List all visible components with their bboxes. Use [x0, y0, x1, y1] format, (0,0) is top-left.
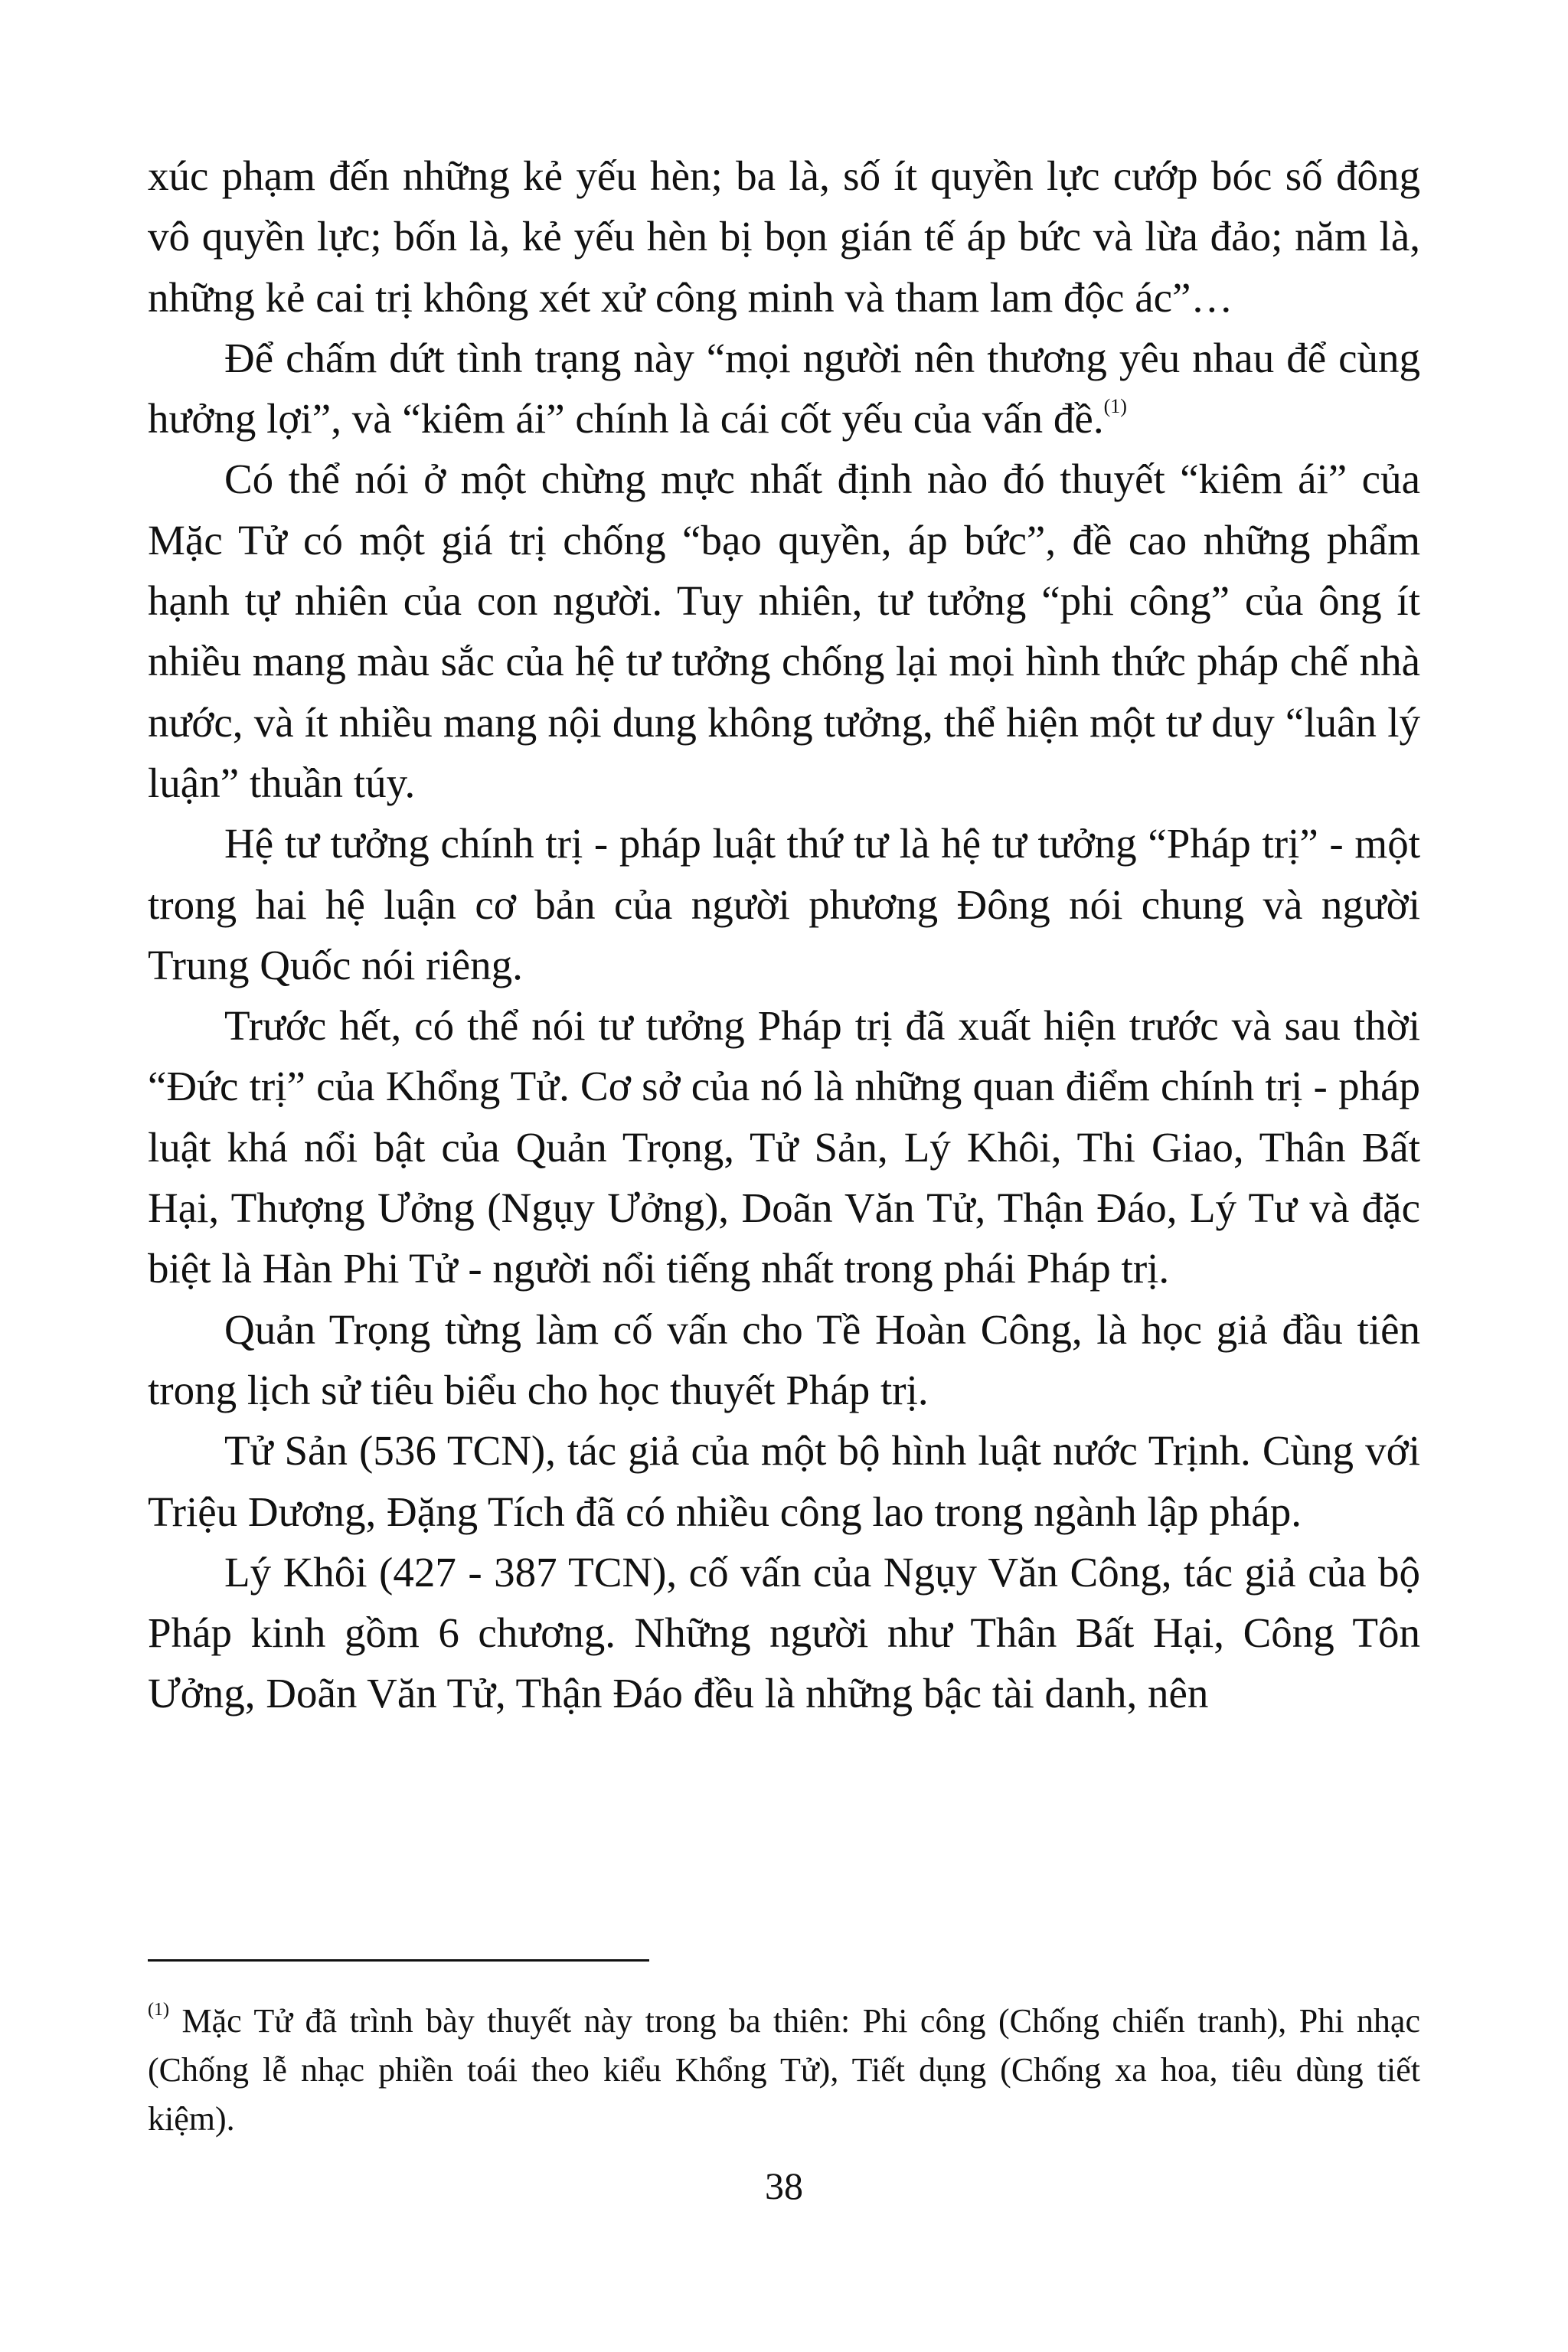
footnote-text: Mặc Tử đã trình bày thuyết này trong ba thiên: Phi công (Chống chiến tranh), Phi nhạc (Chống lễ nhạc phiền toái theo kiểu Khổng Tử), Tiết dụng (Chống xa hoa, tiêu dùng tiết kiệm).: [148, 2002, 1420, 2138]
paragraph-8: [148, 1542, 1420, 1724]
page-number: 38: [765, 2164, 803, 2207]
paragraph-7: [148, 1420, 1420, 1542]
paragraph-3-text: Có thể nói ở một chừng mực nhất định nào đó thuyết “kiêm ái” của Mặc Tử có một giá trị chống “bạo quyền, áp bức”, đề cao những phẩm hạnh tự nhiên của con người. Tuy nhiên, tư tưởng “phi công” của ông ít nhiều mang màu sắc của hệ tư tưởng chống lại mọi hình thức pháp chế nhà nước, và ít nhiều mang nội dung không tưởng, thể hiện một tư duy “luân lý luận” thuần túy.: [148, 456, 1420, 806]
paragraph-1-text: xúc phạm đến những kẻ yếu hèn; ba là, số ít quyền lực cướp bóc số đông vô quyền lực; bốn là, kẻ yếu hèn bị bọn gián tế áp bức và lừa đảo; năm là, những kẻ cai trị không xét xử công minh và tham lam độc ác”…: [148, 152, 1420, 321]
paragraph-4-text: Hệ tư tưởng chính trị - pháp luật thứ tư là hệ tư tưởng “Pháp trị” - một trong hai hệ luận cơ bản của người phương Đông nói chung và người Trung Quốc nói riêng.: [148, 820, 1420, 988]
paragraph-1: [148, 145, 1420, 328]
footnote-divider: [148, 1959, 649, 1962]
paragraph-3: [148, 449, 1420, 813]
paragraph-6: [148, 1299, 1420, 1421]
footnote-reference[interactable]: (1): [1103, 395, 1127, 418]
paragraph-2-text: Để chấm dứt tình trạng này “mọi người nên thương yêu nhau để cùng hưởng lợi”, và “kiêm ái” chính là cái cốt yếu của vấn đề.: [148, 334, 1420, 443]
paragraph-5: [148, 995, 1420, 1298]
paragraph-5-text: Trước hết, có thể nói tư tưởng Pháp trị đã xuất hiện trước và sau thời “Đức trị” của Khổng Tử. Cơ sở của nó là những quan điểm chính trị - pháp luật khá nổi bật của Quản Trọng, Tử Sản, Lý Khôi, Thi Giao, Thân Bất Hại, Thượng Ưởng (Ngụy Ưởng), Doãn Văn Tử, Thận Đáo, Lý Tư và đặc biệt là Hàn Phi Tử - người nổi tiếng nhất trong phái Pháp trị.: [148, 1002, 1420, 1292]
paragraph-8-text: Lý Khôi (427 - 387 TCN), cố vấn của Ngụy Văn Công, tác giả của bộ Pháp kinh gồm 6 chương. Những người như Thân Bất Hại, Công Tôn Ưởng, Doãn Văn Tử, Thận Đáo đều là những bậc tài danh, nên: [148, 1548, 1420, 1717]
paragraph-4: [148, 813, 1420, 995]
footnote-marker: (1): [148, 2000, 169, 2020]
paragraph-6-text: Quản Trọng từng làm cố vấn cho Tề Hoàn Công, là học giả đầu tiên trong lịch sử tiêu biểu cho học thuyết Pháp trị.: [148, 1305, 1420, 1413]
main-text: [148, 145, 1420, 1724]
paragraph-7-text: Tử Sản (536 TCN), tác giả của một bộ hình luật nước Trịnh. Cùng với Triệu Dương, Đặng Tích đã có nhiều công lao trong ngành lập pháp.: [148, 1427, 1420, 1535]
footnote: [148, 1997, 1420, 2144]
paragraph-2: [148, 328, 1420, 449]
